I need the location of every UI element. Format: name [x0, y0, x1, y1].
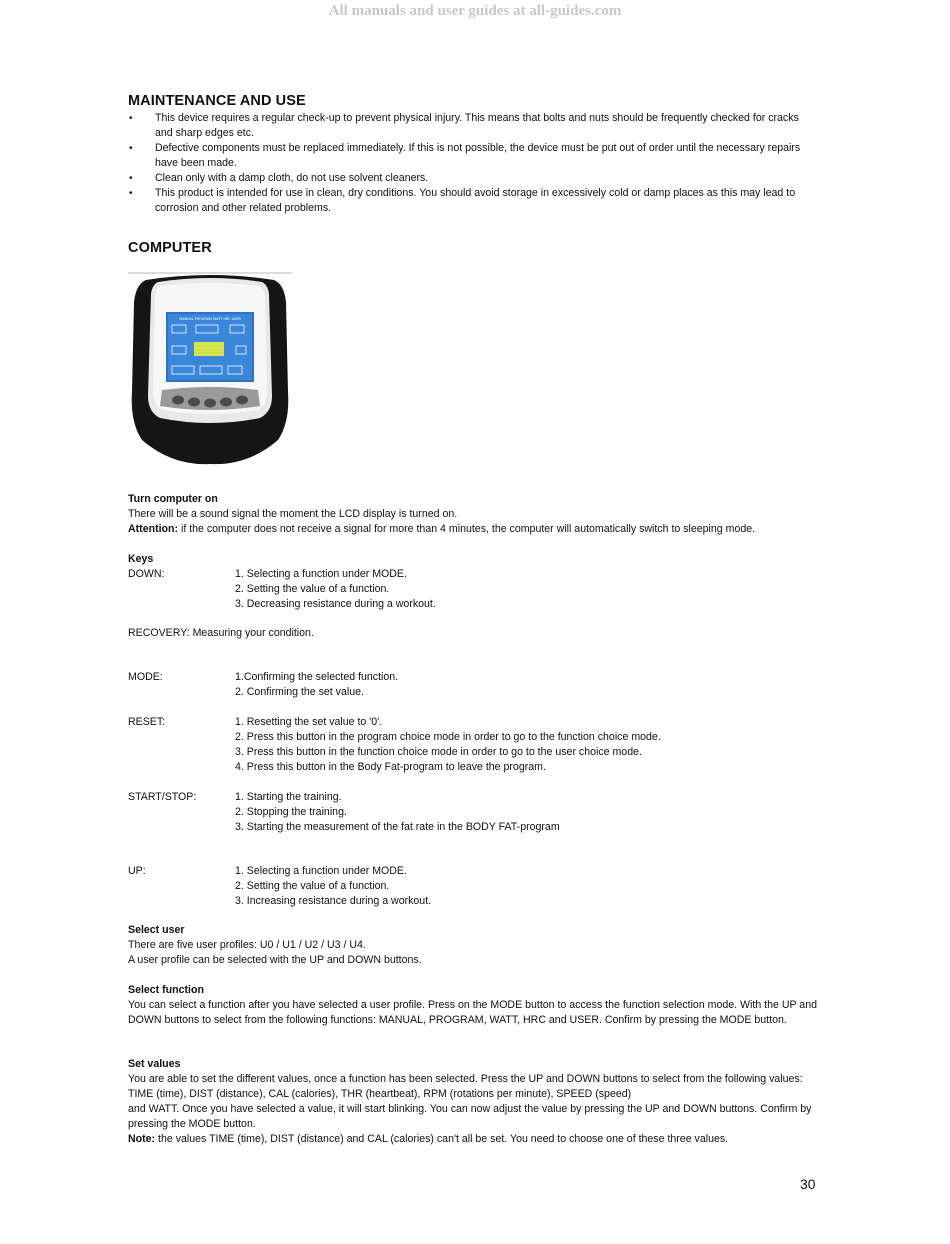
display-mode-labels: MANUAL PROGRAM WATT HRC USER — [179, 317, 241, 321]
key-description: 1.Confirming the selected function. 2. Confirming the set value. — [235, 671, 399, 698]
list-item: • Clean only with a damp cloth, do not use solvent cleaners. — [129, 172, 429, 184]
maintenance-heading: MAINTENANCE AND USE — [128, 93, 306, 109]
computer-heading: COMPUTER — [128, 240, 212, 256]
select-function-text: You can select a function after you have selected a user profile. Press on the MODE button to access the function selection mode. With the UP and DOWN buttons to select from the following functions: MANUAL, PROGRAM, WATT, HRC and USER. Confirm by pressing the MODE button. — [128, 999, 817, 1026]
list-item: • Defective components must be replaced immediately. If this is not possible, the device must be put out of order until the necessary repairs have been made. — [129, 142, 801, 169]
list-item: • This device requires a regular check-up to prevent physical injury. This means that bolts and nuts should be frequently checked for cracks and sharp edges etc. — [129, 112, 799, 139]
key-description: 1. Starting the training. 2. Stopping the training. 3. Starting the measurement of the fat rate in the BODY FAT-program — [235, 791, 560, 833]
turn-on-text: There will be a sound signal the moment the LCD display is turned on. — [128, 508, 458, 520]
key-description: 1. Selecting a function under MODE. 2. Setting the value of a function. 3. Increasing resistance during a workout. — [235, 865, 432, 907]
computer-console-image — [128, 272, 292, 466]
key-recovery: RECOVERY: Measuring your condition. — [128, 627, 314, 639]
set-values-text2: and WATT. Once you have selected a value, it will start blinking. You can now adjust the value by pressing the UP and DOWN buttons. Confirm by pressing the MODE button. — [128, 1103, 812, 1130]
select-user-title: Select user — [128, 924, 185, 936]
set-values-title: Set values — [128, 1058, 181, 1070]
watermark: All manuals and user guides at all-guides.com — [328, 3, 622, 19]
key-name: UP: — [128, 865, 146, 877]
list-item: • This product is intended for use in clean, dry conditions. You should avoid storage in excessively cold or damp places as this may lead to corrosion and other related problems. — [129, 187, 796, 214]
key-name: DOWN: — [128, 568, 165, 580]
page-number: 30 — [800, 1176, 816, 1192]
turn-on-title: Turn computer on — [128, 493, 218, 505]
attention-note: Attention: if the computer does not receive a signal for more than 4 minutes, the computer will automatically switch to sleeping mode. — [128, 523, 756, 535]
key-name: START/STOP: — [128, 791, 197, 803]
select-function-title: Select function — [128, 984, 204, 996]
select-user-line2: A user profile can be selected with the UP and DOWN buttons. — [128, 954, 422, 966]
key-description: 1. Resetting the set value to '0'. 2. Press this button in the program choice mode in order to go to the function choice mode. 3. Press this button in the function choice mode in order to go to the user choice mode. 4. Press this button in the Body Fat-program to leave the program. — [235, 716, 661, 773]
set-values-note: Note: the values TIME (time), DIST (distance) and CAL (calories) can't all be set. You need to choose one of these three values. — [128, 1133, 729, 1145]
key-name: MODE: — [128, 671, 163, 683]
key-description: 1. Selecting a function under MODE. 2. Setting the value of a function. 3. Decreasing resistance during a workout. — [235, 568, 436, 610]
key-name: RESET: — [128, 716, 166, 728]
keys-title: Keys — [128, 553, 154, 565]
select-user-line1: There are five user profiles: U0 / U1 / U2 / U3 / U4. — [128, 939, 366, 951]
set-values-text1: You are able to set the different values, once a function has been selected. Press the UP and DOWN buttons to select from the following values: TIME (time), DIST (distance), CAL (calories), THR (heartbeat), RPM (rotations per minute), SPEED (speed) — [128, 1073, 803, 1100]
maintenance-list — [128, 111, 818, 216]
